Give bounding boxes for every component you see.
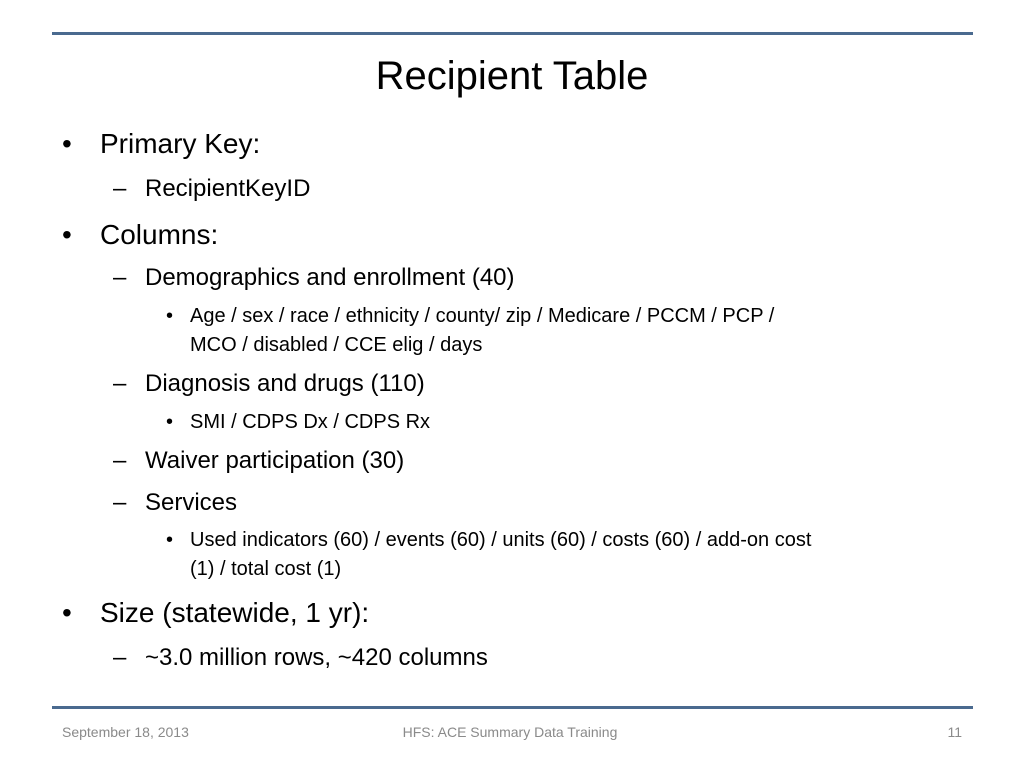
dash-marker: – (113, 370, 127, 397)
subitem-diagnosis: Diagnosis and drugs (110) (145, 370, 425, 397)
bullet-marker: • (62, 128, 72, 159)
dash-marker: – (113, 447, 127, 474)
footer-date: September 18, 2013 (62, 724, 189, 740)
page-number: 11 (947, 724, 962, 740)
slide-title: Recipient Table (375, 54, 649, 98)
dash-marker: – (113, 264, 127, 291)
bullet-marker: • (166, 305, 174, 327)
detail-services-line1: Used indicators (60) / events (60) / units (60) / costs (60) / add-on cost (190, 529, 812, 551)
subitem-size-detail: ~3.0 million rows, ~420 columns (145, 644, 488, 671)
bullet-columns: Columns: (100, 219, 219, 250)
bullet-marker: • (62, 219, 72, 250)
dash-marker: – (113, 175, 127, 202)
dash-marker: – (113, 489, 127, 516)
subitem-recipient-key-id: RecipientKeyID (145, 175, 311, 202)
bullet-primary-key: Primary Key: (100, 128, 261, 159)
footer-title: HFS: ACE Summary Data Training (402, 724, 618, 740)
subitem-demographics: Demographics and enrollment (40) (145, 264, 515, 291)
detail-services-line2: (1) / total cost (1) (190, 558, 342, 580)
bottom-divider (52, 706, 973, 709)
bullet-marker: • (62, 597, 72, 628)
detail-demographics-line2: MCO / disabled / CCE elig / days (190, 334, 483, 356)
bullet-marker: • (166, 411, 174, 433)
bullet-marker: • (166, 529, 174, 551)
bullet-size: Size (statewide, 1 yr): (100, 597, 370, 628)
detail-diagnosis-line1: SMI / CDPS Dx / CDPS Rx (190, 411, 431, 433)
subitem-waiver: Waiver participation (30) (145, 447, 405, 474)
subitem-services: Services (145, 489, 238, 516)
dash-marker: – (113, 644, 127, 671)
detail-demographics-line1: Age / sex / race / ethnicity / county/ zip / Medicare / PCCM / PCP / (190, 305, 775, 327)
